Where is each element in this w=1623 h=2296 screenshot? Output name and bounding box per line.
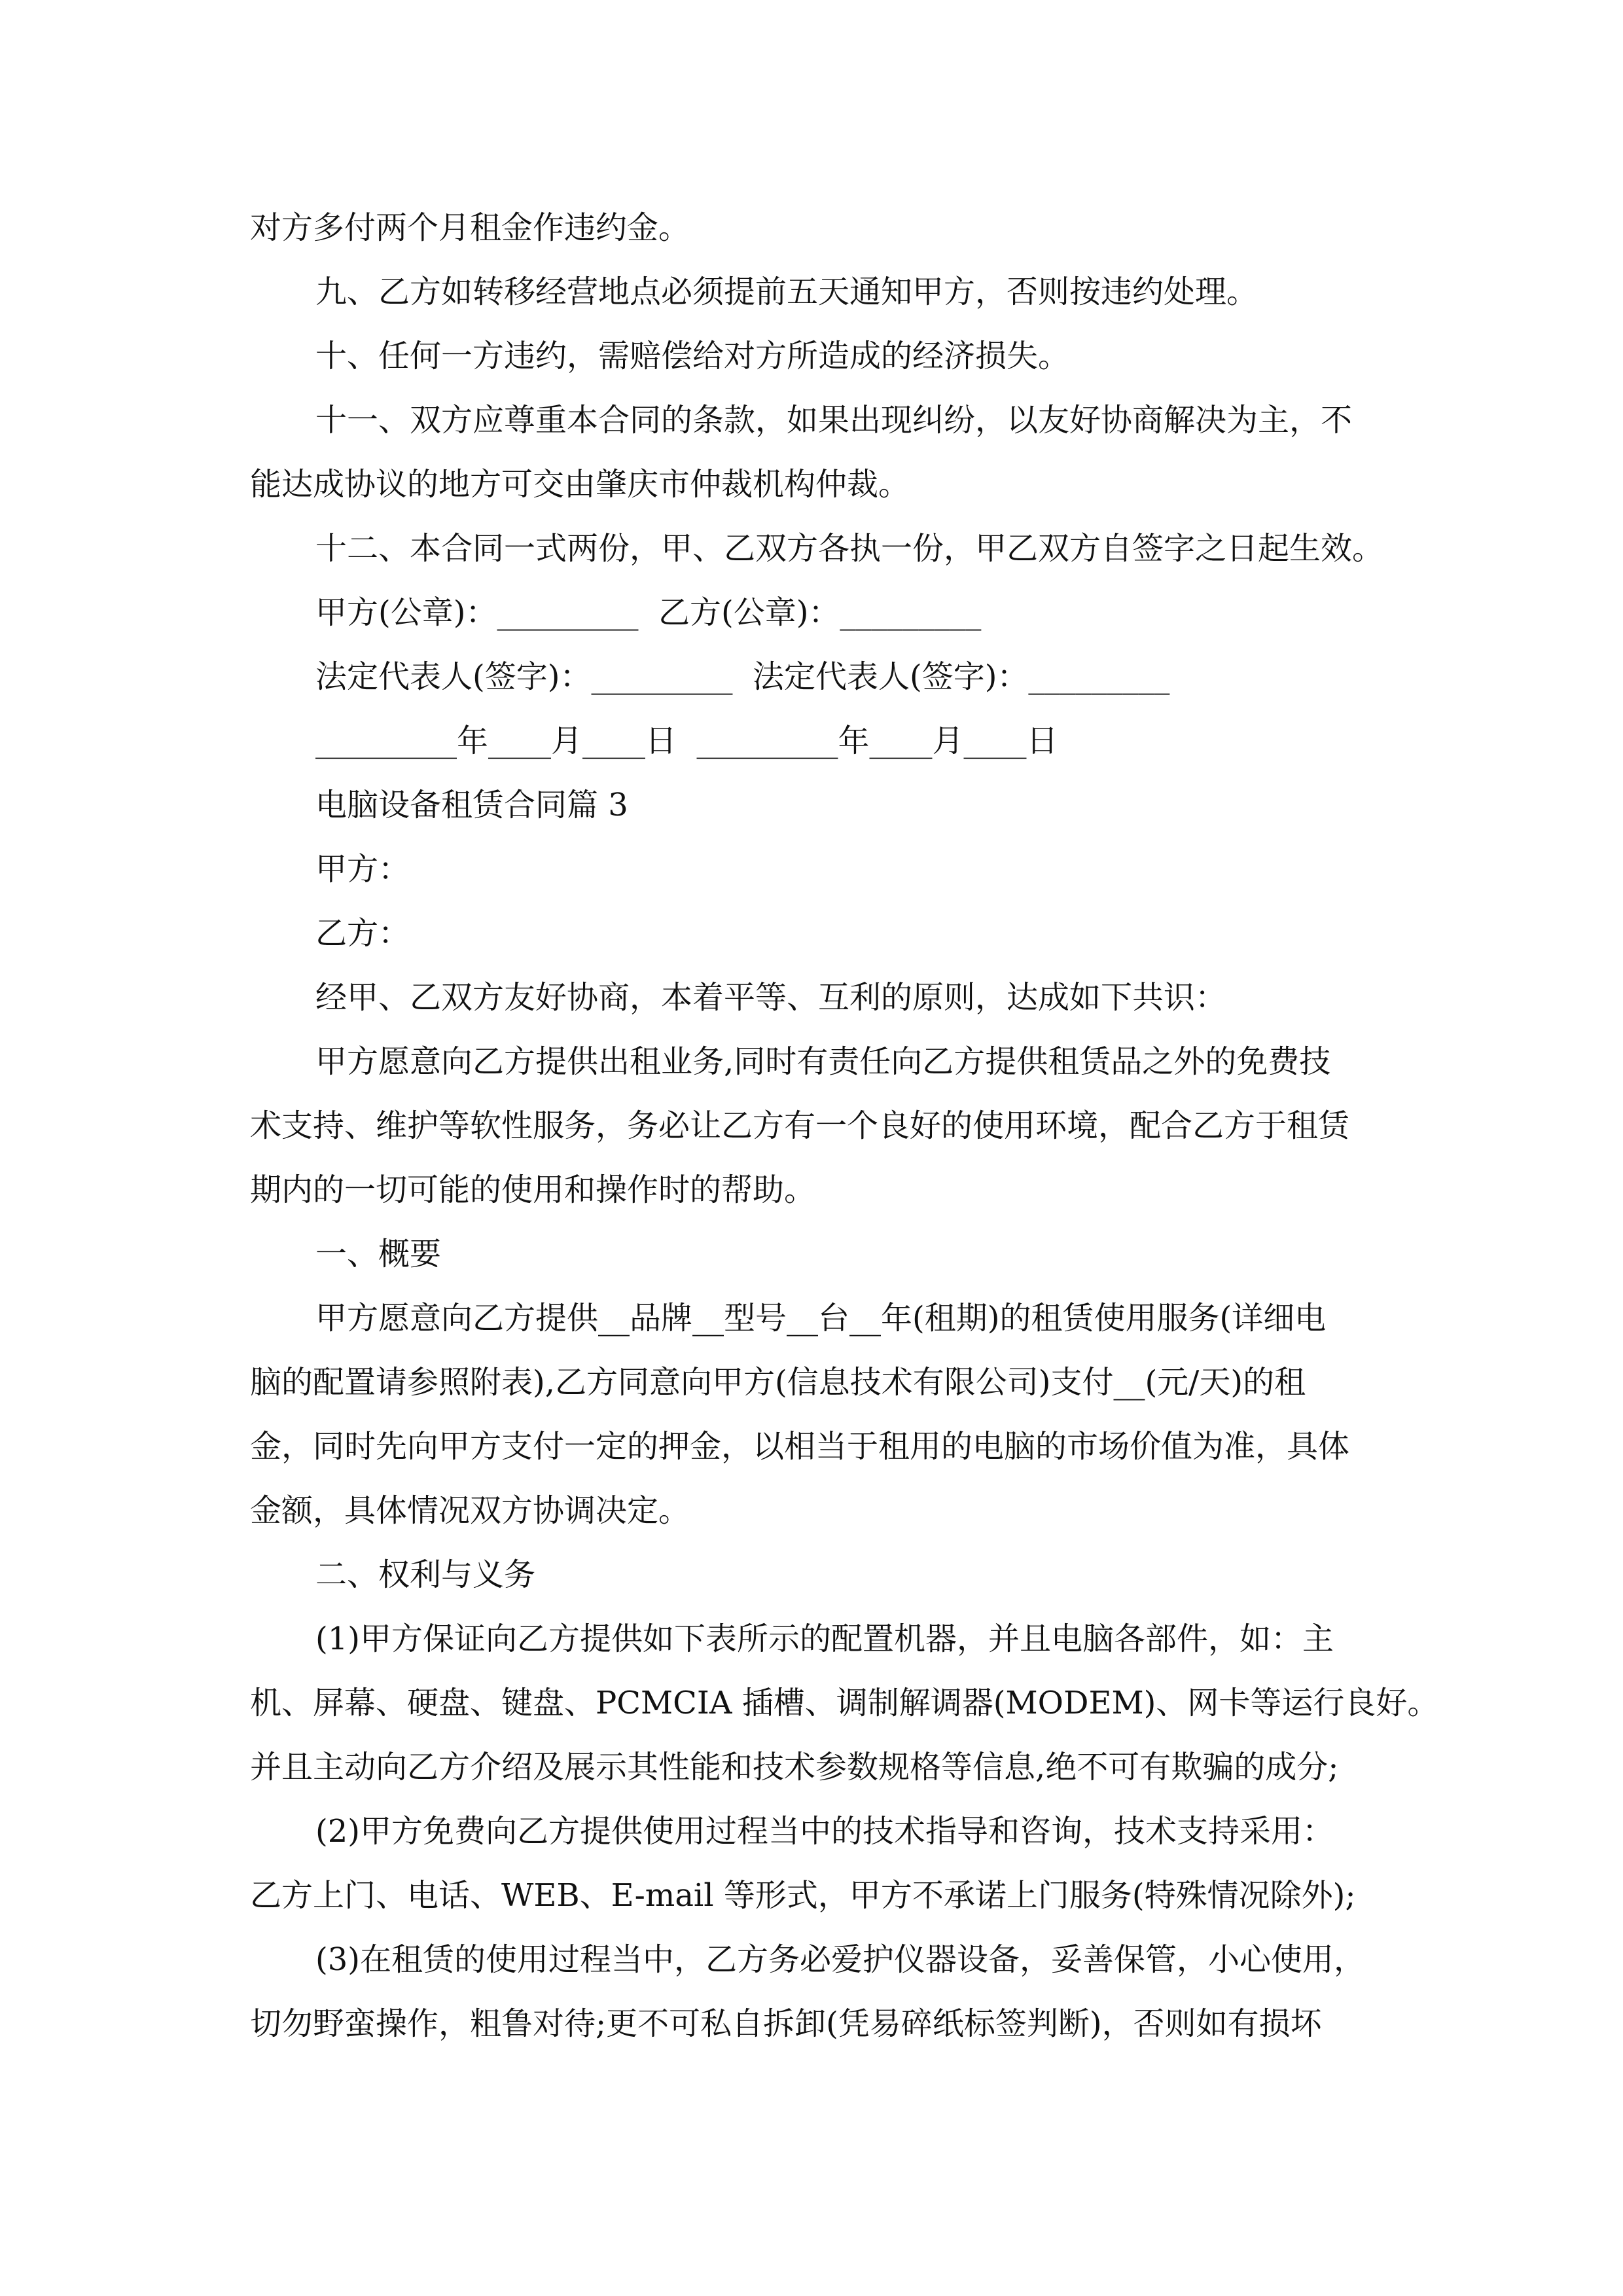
text-line: 机、屏幕、硬盘、键盘、PCMCIA 插槽、调制解调器(MODEM)、网卡等运行良好。 — [250, 1685, 1439, 1721]
text-line: 十、任何一方违约，需赔偿给对方所造成的经济损失。 — [315, 338, 1070, 374]
text-line: 二、权利与义务 — [315, 1556, 536, 1593]
text-line: (2)甲方免费向乙方提供使用过程当中的技术指导和咨询，技术支持采用： — [315, 1813, 1334, 1850]
text-line: 金，同时先向甲方支付一定的押金，以相当于租用的电脑的市场价值为准，具体 — [250, 1428, 1350, 1465]
text-line: 乙方： — [315, 915, 410, 952]
text-line: 甲方愿意向乙方提供出租业务,同时有责任向乙方提供租赁品之外的免费技 — [315, 1043, 1331, 1080]
text-line: 能达成协议的地方可交由肇庆市仲裁机构仲裁。 — [250, 466, 910, 503]
text-line: 金额，具体情况双方协调决定。 — [250, 1492, 690, 1529]
text-line: 甲方： — [315, 851, 410, 888]
text-line: 脑的配置请参照附表),乙方同意向甲方(信息技术有限公司)支付__(元/天)的租 — [250, 1364, 1306, 1401]
text-line: (3)在租赁的使用过程当中，乙方务必爱护仪器设备，妥善保管，小心使用， — [315, 1941, 1365, 1978]
text-line: 电脑设备租赁合同篇 3 — [315, 787, 628, 823]
text-line: 乙方上门、电话、WEB、E-mail 等形式，甲方不承诺上门服务(特殊情况除外); — [250, 1877, 1356, 1914]
text-line: 一、概要 — [315, 1236, 442, 1272]
text-line: 术支持、维护等软性服务，务必让乙方有一个良好的使用环境，配合乙方于租赁 — [250, 1107, 1350, 1144]
text-line: 并且主动向乙方介绍及展示其性能和技术参数规格等信息,绝不可有欺骗的成分; — [250, 1749, 1339, 1785]
text-line: 九、乙方如转移经营地点必须提前五天通知甲方，否则按违约处理。 — [315, 274, 1258, 310]
text-line: 十一、双方应尊重本合同的条款，如果出现纠纷，以友好协商解决为主，不 — [315, 402, 1353, 439]
text-line: 甲方(公章)：_________ 乙方(公章)：_________ — [315, 594, 982, 631]
text-line: 法定代表人(签字)：_________ 法定代表人(签字)：_________ — [315, 658, 1170, 695]
text-line: _________年____月____日 _________年____月____日 — [315, 723, 1058, 759]
text-line: 十二、本合同一式两份，甲、乙双方各执一份，甲乙双方自签字之日起生效。 — [315, 530, 1384, 567]
text-line: 对方多付两个月租金作违约金。 — [250, 209, 690, 246]
text-line: 经甲、乙双方友好协商，本着平等、互利的原则，达成如下共识： — [315, 979, 1227, 1016]
text-line: 切勿野蛮操作，粗鲁对待;更不可私自拆卸(凭易碎纸标签判断)，否则如有损坏 — [250, 2005, 1322, 2042]
text-line: 期内的一切可能的使用和操作时的帮助。 — [250, 1172, 816, 1208]
text-line: (1)甲方保证向乙方提供如下表所示的配置机器，并且电脑各部件，如：主 — [315, 1621, 1334, 1657]
text-line: 甲方愿意向乙方提供__品牌__型号__台__年(租期)的租赁使用服务(详细电 — [315, 1300, 1327, 1336]
document-body — [250, 196, 1439, 2056]
